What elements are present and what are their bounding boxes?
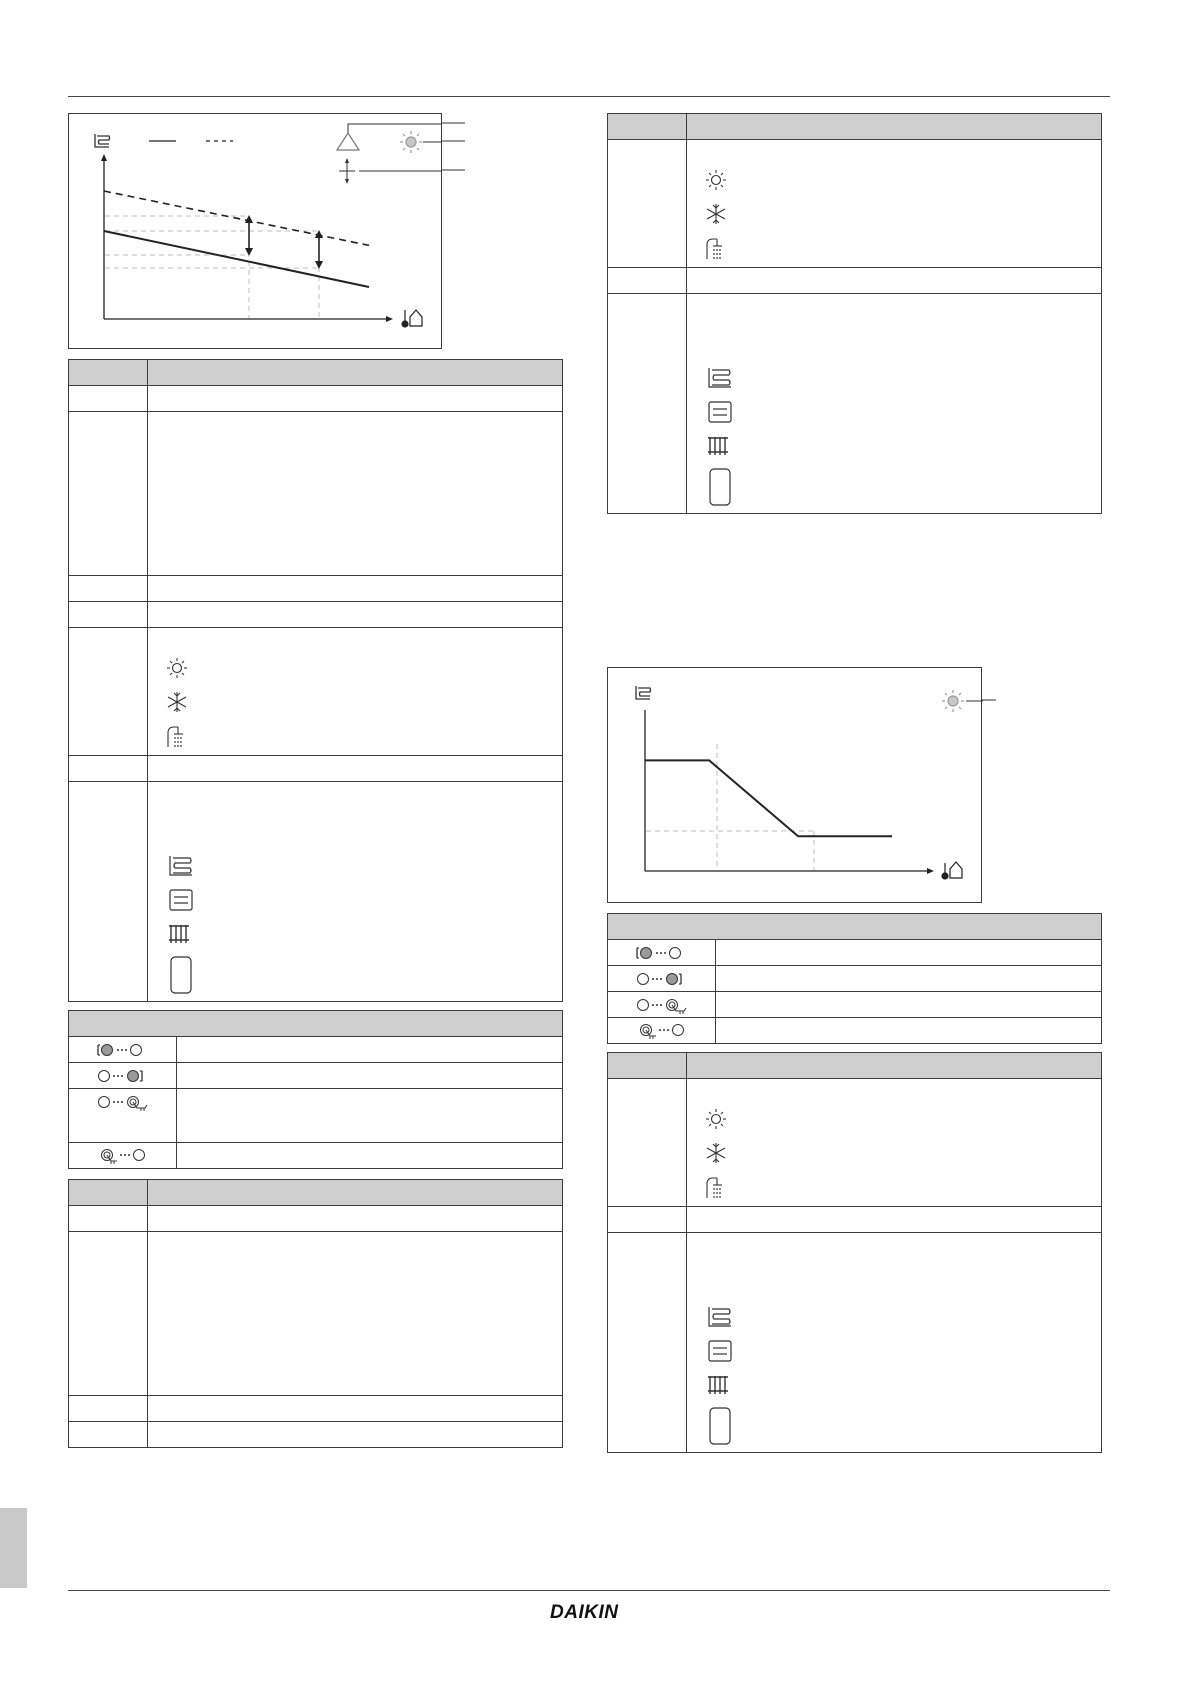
table-header-cell — [69, 1180, 148, 1206]
underfloor-heating-icon — [95, 134, 110, 147]
dashed-grid — [646, 744, 814, 870]
table-cell — [687, 1079, 1102, 1207]
table-cell — [608, 992, 716, 1018]
switch-right-icon — [636, 970, 694, 988]
switch-table — [68, 1010, 563, 1169]
fan-coil-icon — [707, 400, 733, 424]
curve-dashed — [104, 191, 369, 245]
axes — [645, 710, 934, 874]
table-cell — [69, 576, 148, 602]
table-cell — [177, 1063, 563, 1089]
table-cell — [148, 576, 563, 602]
hand-right-icon — [636, 996, 694, 1016]
snowflake-icon — [166, 691, 188, 713]
table-header-cell — [148, 1180, 563, 1206]
table-cell — [687, 140, 1102, 268]
table-cell — [69, 1206, 148, 1232]
table-cell — [148, 1422, 563, 1448]
outdoor-temperature-icon — [402, 310, 422, 327]
shower-icon — [166, 725, 188, 749]
table-cell — [69, 1037, 177, 1063]
footer-rule — [68, 1590, 1110, 1591]
underfloor-heating-icon — [636, 686, 651, 699]
callout-leaders-outside — [441, 118, 471, 178]
table-cell — [177, 1037, 563, 1063]
weather-curve-svg — [69, 114, 443, 350]
table-cell — [148, 386, 563, 412]
figure-fixed-curve — [607, 667, 982, 903]
table-cell — [69, 1063, 177, 1089]
tank-icon — [707, 467, 733, 507]
table-cell — [148, 782, 563, 1002]
table-cell — [687, 268, 1102, 294]
table-cell — [716, 966, 1102, 992]
header-rule — [68, 96, 1110, 97]
figure-weather-curve — [68, 113, 442, 349]
hand-left-icon — [638, 1021, 696, 1041]
chapter-tab — [0, 1508, 27, 1588]
offset-arrow — [245, 215, 253, 256]
switch-table — [607, 913, 1102, 1044]
sun-icon — [705, 1108, 727, 1130]
brand-logo: DAIKIN — [550, 1602, 619, 1623]
table-cell — [69, 628, 148, 756]
hand-left-icon — [99, 1146, 157, 1166]
tank-icon — [707, 1406, 733, 1446]
table-cell — [608, 1207, 687, 1233]
table-cell — [608, 966, 716, 992]
table-cell — [69, 1232, 148, 1396]
snowflake-icon — [705, 203, 727, 225]
callout-leader-outside — [981, 695, 1001, 705]
sun-icon — [400, 131, 422, 153]
shower-icon — [705, 237, 727, 261]
table-cell — [69, 386, 148, 412]
table-cell — [69, 1089, 177, 1143]
dashed-grid — [105, 216, 319, 318]
table-cell — [177, 1143, 563, 1169]
offset-arrow — [315, 230, 323, 269]
radiator-icon — [707, 434, 733, 458]
delta-arrow-icon — [339, 158, 355, 184]
fan-coil-icon — [707, 1339, 733, 1363]
table-cell — [687, 294, 1102, 514]
curve-solid — [104, 231, 369, 287]
table-header-cell — [69, 360, 148, 386]
sun-icon — [705, 169, 727, 191]
sun-icon — [166, 657, 188, 679]
curve-solid — [645, 760, 892, 836]
table-cell — [716, 1018, 1102, 1044]
table-cell — [687, 1207, 1102, 1233]
table-cell — [148, 756, 563, 782]
tank-icon — [168, 955, 194, 995]
underfloor-heating-icon — [707, 366, 733, 390]
table-cell — [69, 412, 148, 576]
table-header-cell — [69, 1011, 563, 1037]
shower-icon — [705, 1176, 727, 1200]
table-cell — [608, 140, 687, 268]
fan-coil-icon — [168, 888, 194, 912]
table-cell — [148, 412, 563, 576]
settings-table — [607, 1052, 1102, 1453]
table-cell — [608, 1079, 687, 1207]
table-cell — [69, 1396, 148, 1422]
table-cell — [687, 1233, 1102, 1453]
settings-table — [68, 359, 563, 1002]
table-cell — [608, 1233, 687, 1453]
table-cell — [148, 1206, 563, 1232]
table-cell — [608, 294, 687, 514]
table-cell — [69, 756, 148, 782]
sun-icon — [942, 690, 964, 712]
table-header-cell — [608, 914, 1102, 940]
table-cell — [148, 628, 563, 756]
table-cell — [69, 782, 148, 1002]
table-cell — [69, 1422, 148, 1448]
underfloor-heating-icon — [168, 854, 194, 878]
axes — [101, 154, 393, 322]
table-cell — [608, 940, 716, 966]
switch-left-icon — [634, 944, 692, 962]
table-cell — [716, 940, 1102, 966]
radiator-icon — [707, 1373, 733, 1397]
settings-table — [68, 1179, 563, 1448]
radiator-icon — [168, 922, 194, 946]
table-cell — [69, 602, 148, 628]
switch-left-icon — [95, 1041, 153, 1059]
table-cell — [608, 268, 687, 294]
snowflake-icon — [705, 1142, 727, 1164]
table-cell — [716, 992, 1102, 1018]
table-cell — [177, 1089, 563, 1143]
outdoor-temperature-icon — [942, 862, 962, 879]
table-header-cell — [148, 360, 563, 386]
table-cell — [69, 1143, 177, 1169]
callout-lines — [348, 124, 442, 171]
settings-table — [607, 113, 1102, 514]
table-header-cell — [608, 1053, 687, 1079]
table-cell — [148, 1396, 563, 1422]
table-header-cell — [687, 1053, 1102, 1079]
underfloor-heating-icon — [707, 1305, 733, 1329]
table-cell — [148, 602, 563, 628]
table-header-cell — [608, 114, 687, 140]
table-header-cell — [687, 114, 1102, 140]
triangle-icon — [337, 133, 359, 150]
fixed-curve-svg — [608, 668, 983, 904]
hand-right-icon — [97, 1093, 155, 1113]
switch-right-icon — [97, 1067, 155, 1085]
table-cell — [148, 1232, 563, 1396]
table-cell — [608, 1018, 716, 1044]
